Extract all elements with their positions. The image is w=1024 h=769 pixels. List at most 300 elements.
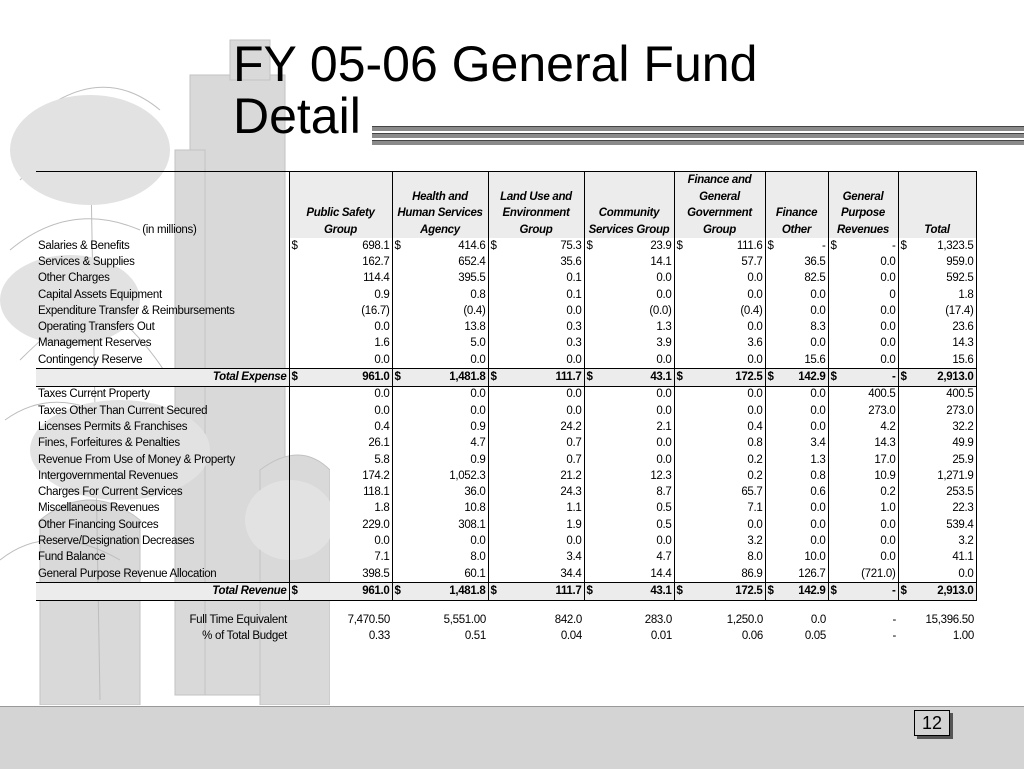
row-label: Operating Transfers Out — [38, 321, 155, 334]
cell-value — [828, 533, 898, 549]
value: 60.1 — [464, 567, 486, 580]
value: 0.0 — [374, 404, 390, 417]
footer-row — [36, 613, 976, 629]
value: 0.0 — [747, 353, 763, 366]
value: 414.6 — [458, 239, 486, 252]
value: 82.5 — [804, 272, 826, 285]
value: 0.05 — [804, 630, 826, 643]
value: 8.7 — [656, 486, 672, 499]
cell-value — [898, 468, 976, 484]
cell-value — [289, 501, 392, 517]
cell-value — [898, 271, 976, 287]
value: (721.0) — [861, 567, 896, 580]
currency-symbol: $ — [394, 371, 401, 384]
value: 0.0 — [656, 437, 672, 450]
cell-value — [289, 287, 392, 303]
cell-value — [674, 436, 765, 452]
cell-value — [584, 468, 674, 484]
row-label: Reserve/Designation Decreases — [38, 534, 195, 547]
value: 1.9 — [566, 518, 582, 531]
column-header: Finance Other — [765, 172, 828, 239]
row-label: Other Financing Sources — [38, 518, 159, 531]
value: 26.1 — [368, 437, 390, 450]
value: 0.06 — [741, 630, 763, 643]
row-label: Miscellaneous Revenues — [38, 502, 160, 515]
cell-value — [392, 403, 488, 419]
cell-value — [488, 613, 584, 629]
table-row — [36, 484, 976, 500]
value: 400.5 — [946, 388, 974, 401]
currency-symbol: $ — [291, 371, 298, 384]
value: 0.8 — [810, 469, 826, 482]
cell-value — [765, 419, 828, 435]
cell-value — [674, 271, 765, 287]
cell-value — [584, 484, 674, 500]
cell-value — [584, 436, 674, 452]
row-label: Other Charges — [38, 272, 110, 285]
value: 5,551.00 — [443, 614, 486, 627]
cell-value — [392, 517, 488, 533]
value: 1,481.8 — [449, 371, 486, 384]
value: 14.4 — [650, 567, 672, 580]
cell-value — [392, 583, 488, 600]
value: 41.1 — [952, 551, 974, 564]
value: 1,250.0 — [726, 614, 763, 627]
value: (16.7) — [361, 304, 390, 317]
currency-symbol: $ — [490, 239, 497, 252]
value: 1.8 — [958, 288, 974, 301]
currency-symbol: $ — [767, 584, 774, 597]
value: 0.0 — [747, 404, 763, 417]
value: 10.8 — [464, 502, 486, 515]
value: 0.0 — [958, 567, 974, 580]
value: 0.0 — [880, 304, 896, 317]
cell-value — [674, 238, 765, 254]
value: 0 — [889, 288, 896, 301]
value: - — [892, 614, 896, 627]
cell-value — [765, 613, 828, 629]
value: 0.0 — [747, 321, 763, 334]
value: 0.04 — [560, 630, 582, 643]
cell-value — [828, 319, 898, 335]
currency-symbol: $ — [767, 371, 774, 384]
table-row — [36, 501, 976, 517]
cell-value — [828, 336, 898, 352]
currency-symbol: $ — [900, 371, 907, 384]
cell-value — [828, 287, 898, 303]
value: 13.8 — [464, 321, 486, 334]
value: 0.0 — [656, 453, 672, 466]
currency-symbol: $ — [767, 239, 774, 252]
value: 0.0 — [880, 255, 896, 268]
table-header-row — [36, 172, 976, 239]
value: 961.0 — [362, 371, 390, 384]
cell-value — [392, 386, 488, 403]
value: 172.5 — [735, 371, 763, 384]
cell-value — [898, 303, 976, 319]
cell-value — [289, 484, 392, 500]
value: 22.3 — [952, 502, 974, 515]
value: 24.3 — [560, 486, 582, 499]
cell-value — [765, 369, 828, 386]
cell-value — [584, 550, 674, 566]
value: 0.0 — [656, 404, 672, 417]
value: 0.0 — [810, 420, 826, 433]
cell-value — [289, 629, 392, 645]
value: 111.6 — [736, 239, 763, 252]
cell-value — [898, 287, 976, 303]
value: 0.0 — [566, 404, 582, 417]
cell-value — [674, 629, 765, 645]
cell-value — [584, 403, 674, 419]
column-header: Total — [898, 172, 976, 239]
value: 0.9 — [470, 453, 486, 466]
value: 398.5 — [362, 567, 390, 580]
cell-value — [898, 484, 976, 500]
value: 0.0 — [810, 288, 826, 301]
value: 5.0 — [470, 337, 486, 350]
value: 0.0 — [470, 388, 486, 401]
cell-value — [765, 452, 828, 468]
value: 10.0 — [804, 551, 826, 564]
cell-value — [674, 452, 765, 468]
row-label: Intergovernmental Revenues — [38, 469, 178, 482]
value: 1,323.5 — [937, 239, 974, 252]
value: 400.5 — [868, 388, 896, 401]
value: 0.4 — [374, 420, 390, 433]
cell-value — [674, 254, 765, 270]
table-row — [36, 468, 976, 484]
cell-value — [765, 403, 828, 419]
currency-symbol: $ — [676, 371, 683, 384]
value: 0.0 — [656, 272, 672, 285]
value: 0.0 — [374, 321, 390, 334]
cell-value — [584, 336, 674, 352]
value: 35.6 — [560, 255, 582, 268]
table-row — [36, 550, 976, 566]
cell-value — [765, 238, 828, 254]
value: 0.0 — [747, 288, 763, 301]
page-number: 12 — [914, 710, 950, 736]
cell-value — [392, 629, 488, 645]
row-label: Licenses Permits & Franchises — [38, 420, 188, 433]
cell-value — [765, 319, 828, 335]
value: - — [891, 371, 896, 384]
value: 114.4 — [363, 272, 390, 285]
cell-value — [898, 403, 976, 419]
spacer-row — [36, 600, 976, 613]
cell-value — [488, 468, 584, 484]
cell-value — [392, 613, 488, 629]
value: 32.2 — [952, 420, 974, 433]
value: 0.3 — [566, 321, 582, 334]
table-row — [36, 271, 976, 287]
currency-symbol: $ — [676, 239, 683, 252]
cell-value — [289, 613, 392, 629]
value: 12.3 — [650, 469, 672, 482]
cell-value — [392, 336, 488, 352]
value: 0.5 — [656, 502, 672, 515]
table-row — [36, 436, 976, 452]
cell-value — [828, 254, 898, 270]
cell-value — [584, 319, 674, 335]
row-label: Contingency Reserve — [38, 353, 143, 366]
cell-value — [828, 583, 898, 600]
value: 14.3 — [874, 437, 896, 450]
value: 0.0 — [880, 321, 896, 334]
value: 0.9 — [374, 288, 390, 301]
cell-value — [488, 303, 584, 319]
cell-value — [392, 533, 488, 549]
cell-value — [898, 436, 976, 452]
cell-value — [488, 336, 584, 352]
general-fund-table — [36, 171, 977, 645]
cell-value — [898, 583, 976, 600]
cell-value — [898, 452, 976, 468]
value: 3.2 — [958, 534, 974, 547]
value: 21.2 — [560, 469, 582, 482]
cell-value — [584, 352, 674, 369]
cell-value — [674, 386, 765, 403]
total-row — [36, 583, 976, 600]
cell-value — [898, 319, 976, 335]
table-row — [36, 238, 976, 254]
value: 142.9 — [798, 584, 826, 597]
cell-value — [898, 238, 976, 254]
value: 0.0 — [656, 534, 672, 547]
value: 0.4 — [747, 420, 763, 433]
units-label: (in millions) — [36, 172, 289, 239]
cell-value — [584, 386, 674, 403]
footer-row — [36, 629, 976, 645]
row-label: Capital Assets Equipment — [38, 288, 162, 301]
value: 1,052.3 — [449, 469, 486, 482]
value: 0.0 — [470, 404, 486, 417]
cell-value — [898, 386, 976, 403]
value: 0.33 — [368, 630, 390, 643]
cell-value — [898, 369, 976, 386]
value: 3.2 — [747, 534, 763, 547]
value: 0.8 — [470, 288, 486, 301]
row-label: Fines, Forfeitures & Penalties — [38, 437, 180, 450]
value: 7.1 — [747, 502, 763, 515]
cell-value — [392, 369, 488, 386]
cell-value — [828, 419, 898, 435]
cell-value — [828, 369, 898, 386]
cell-value — [289, 468, 392, 484]
cell-value — [488, 550, 584, 566]
cell-value — [674, 319, 765, 335]
currency-symbol: $ — [586, 584, 593, 597]
cell-value — [289, 352, 392, 369]
value: 0.7 — [566, 437, 582, 450]
cell-value — [488, 517, 584, 533]
row-label: Taxes Other Than Current Secured — [38, 404, 208, 417]
cell-value — [765, 336, 828, 352]
table-row — [36, 566, 976, 583]
value: 0.0 — [810, 388, 826, 401]
value: 14.3 — [952, 337, 974, 350]
cell-value — [674, 468, 765, 484]
cell-value — [898, 533, 976, 549]
value: 253.5 — [946, 486, 974, 499]
cell-value — [392, 271, 488, 287]
value: 0.0 — [374, 534, 390, 547]
value: 24.2 — [560, 420, 582, 433]
row-label: Total Revenue — [36, 583, 289, 600]
value: 15.6 — [804, 353, 826, 366]
value: 0.0 — [656, 353, 672, 366]
value: 0.5 — [656, 518, 672, 531]
cell-value — [289, 419, 392, 435]
cell-value — [392, 287, 488, 303]
value: 4.7 — [470, 437, 486, 450]
cell-value — [584, 501, 674, 517]
value: 0.7 — [566, 453, 582, 466]
table-row — [36, 533, 976, 549]
cell-value — [584, 271, 674, 287]
cell-value — [828, 629, 898, 645]
cell-value — [392, 484, 488, 500]
cell-value — [674, 352, 765, 369]
table-row — [36, 452, 976, 468]
cell-value — [289, 550, 392, 566]
cell-value — [765, 271, 828, 287]
cell-value — [488, 287, 584, 303]
cell-value — [488, 271, 584, 287]
value: - — [892, 630, 896, 643]
cell-value — [584, 566, 674, 583]
cell-value — [674, 550, 765, 566]
title-underline — [372, 126, 1024, 142]
cell-value — [765, 254, 828, 270]
cell-value — [584, 629, 674, 645]
cell-value — [584, 238, 674, 254]
cell-value — [674, 501, 765, 517]
cell-value — [289, 319, 392, 335]
value: 0.0 — [566, 534, 582, 547]
total-row — [36, 369, 976, 386]
cell-value — [898, 566, 976, 583]
cell-value — [765, 566, 828, 583]
table-row — [36, 254, 976, 270]
value: 0.51 — [464, 630, 486, 643]
value: 0.0 — [810, 534, 826, 547]
value: 0.9 — [470, 420, 486, 433]
cell-value — [488, 501, 584, 517]
cell-value — [828, 550, 898, 566]
cell-value — [674, 303, 765, 319]
column-header: Community Services Group — [584, 172, 674, 239]
value: 592.5 — [946, 272, 974, 285]
cell-value — [392, 303, 488, 319]
cell-value — [392, 419, 488, 435]
value: 0.0 — [880, 518, 896, 531]
cell-value — [392, 352, 488, 369]
cell-value — [898, 419, 976, 435]
value: 1.0 — [880, 502, 896, 515]
value: 539.4 — [946, 518, 974, 531]
value: 4.7 — [656, 551, 672, 564]
value: 1.00 — [952, 630, 974, 643]
cell-value — [765, 583, 828, 600]
value: 0.0 — [810, 404, 826, 417]
value: (17.4) — [945, 304, 974, 317]
value: 3.4 — [566, 551, 582, 564]
value: (0.4) — [740, 304, 763, 317]
currency-symbol: $ — [900, 239, 907, 252]
value: 2,913.0 — [937, 371, 974, 384]
value: 7,470.50 — [347, 614, 390, 627]
cell-value — [828, 352, 898, 369]
value: 0.0 — [880, 272, 896, 285]
table-row — [36, 386, 976, 403]
currency-symbol: $ — [291, 239, 298, 252]
row-label: Revenue From Use of Money & Property — [38, 453, 235, 466]
cell-value — [898, 550, 976, 566]
cell-value — [828, 386, 898, 403]
row-label: % of Total Budget — [202, 630, 287, 643]
cell-value — [828, 436, 898, 452]
value: 0.0 — [880, 551, 896, 564]
value: 65.7 — [741, 486, 763, 499]
table-row — [36, 352, 976, 369]
value: 57.7 — [741, 255, 763, 268]
value: 0.2 — [747, 469, 763, 482]
value: 2,913.0 — [937, 584, 974, 597]
cell-value — [488, 484, 584, 500]
cell-value — [584, 517, 674, 533]
cell-value — [289, 303, 392, 319]
cell-value — [674, 583, 765, 600]
currency-symbol: $ — [830, 239, 837, 252]
cell-value — [584, 583, 674, 600]
table-row — [36, 336, 976, 352]
value: 14.1 — [650, 255, 672, 268]
cell-value — [765, 386, 828, 403]
value: 652.4 — [458, 255, 486, 268]
cell-value — [488, 352, 584, 369]
cell-value — [584, 287, 674, 303]
value: 0.1 — [566, 288, 582, 301]
value: 0.3 — [566, 337, 582, 350]
value: 25.9 — [952, 453, 974, 466]
currency-symbol: $ — [394, 584, 401, 597]
value: 23.6 — [952, 321, 974, 334]
value: 0.2 — [880, 486, 896, 499]
cell-value — [488, 238, 584, 254]
value: 86.9 — [741, 567, 763, 580]
value: 49.9 — [952, 437, 974, 450]
value: (0.0) — [649, 304, 672, 317]
cell-value — [765, 533, 828, 549]
value: 395.5 — [458, 272, 486, 285]
value: 3.4 — [810, 437, 826, 450]
cell-value — [765, 501, 828, 517]
value: 174.2 — [362, 469, 390, 482]
cell-value — [488, 319, 584, 335]
value: 0.1 — [566, 272, 582, 285]
row-label: Fund Balance — [38, 551, 106, 564]
cell-value — [289, 254, 392, 270]
cell-value — [289, 403, 392, 419]
cell-value — [898, 501, 976, 517]
cell-value — [584, 303, 674, 319]
currency-symbol: $ — [291, 584, 298, 597]
cell-value — [488, 629, 584, 645]
value: 1.1 — [566, 502, 582, 515]
cell-value — [392, 550, 488, 566]
